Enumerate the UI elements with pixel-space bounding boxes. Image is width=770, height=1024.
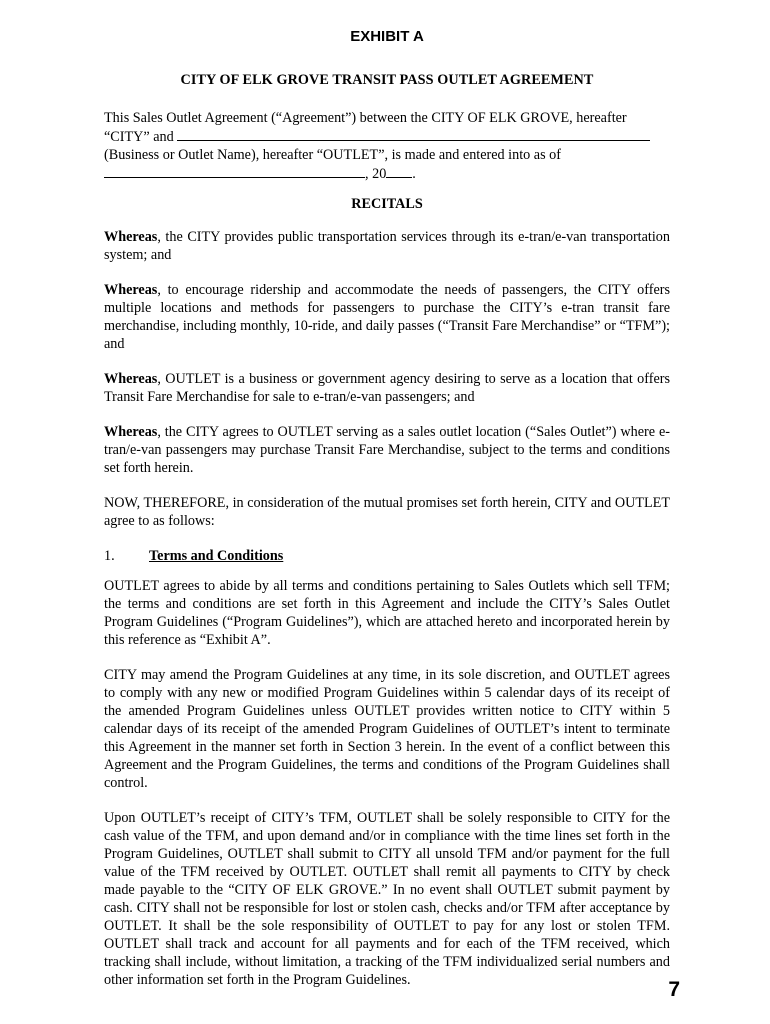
year-blank[interactable]	[386, 164, 412, 178]
recital-lead: Whereas	[104, 371, 158, 387]
year-prefix: , 20	[365, 166, 387, 182]
section-1-heading	[104, 547, 670, 565]
intro-line-3: (Business or Outlet Name), hereafter “OUTLET”, is made and entered into as of	[104, 147, 561, 163]
section-1-paragraph-2: CITY may amend the Program Guidelines at any time, in its sole discretion, and OUTLET agrees to comply with any new or modified Program Guidelines within 5 calendar days of its receipt of the amended Program Guidelines unless OUTLET provides written notice to CITY within 5 calendar days of its receipt of the amended Program Guidelines of OUTLET’s intent to terminate this Agreement in the manner set forth in Section 3 herein. In the event of a conflict between this Agreement and the Program Guidelines, the terms and conditions of the Program Guidelines shall control.	[104, 667, 670, 791]
intro-line-2-text: “CITY” and	[104, 129, 174, 145]
intro-line-2	[104, 127, 670, 146]
intro-paragraph	[104, 109, 670, 183]
document-body	[104, 109, 670, 1006]
recital-text: , the CITY agrees to OUTLET serving as a sales outlet location (“Sales Outlet”) where e-tran/e-van passengers may purchase Transit Fare Merchandise, subject to the terms and conditions set forth herein.	[104, 424, 670, 476]
recital-lead: Whereas	[104, 424, 158, 440]
recital-4	[104, 423, 670, 477]
recital-text: , OUTLET is a business or government agency desiring to serve as a location that offers Transit Fare Merchandise for sale to e-tran/e-van passengers; and	[104, 371, 670, 405]
recital-1	[104, 228, 670, 264]
intro-line-4-end: .	[412, 166, 416, 182]
section-number: 1.	[104, 548, 115, 564]
page-number: 7	[668, 978, 680, 1001]
recital-text: , to encourage ridership and accommodate the needs of passengers, the CITY offers multiple locations and methods for passengers to purchase the CITY’s e-tran transit fare merchandise, including monthly, 10-ride, and daily passes (“Transit Fare Merchandise” or “TFM”); and	[104, 282, 670, 352]
recital-3	[104, 370, 670, 406]
recitals-heading: RECITALS	[351, 196, 423, 212]
section-title: Terms and Conditions	[149, 548, 284, 564]
recital-2	[104, 281, 670, 353]
section-1-paragraph-3: Upon OUTLET’s receipt of CITY’s TFM, OUTLET shall be solely responsible to CITY for the cash value of the TFM, and upon demand and/or in compliance with the time lines set forth in the Program Guidelines, OUTLET shall submit to CITY all unsold TFM and/or payment for the full value of the TFM received by OUTLET. OUTLET shall remit all payments to CITY by check made payable to the “CITY OF ELK GROVE.” In no event shall OUTLET submit payment by cash. CITY shall not be responsible for lost or stolen cash, checks and/or TFM after acceptance by OUTLET. It shall be the sole responsibility of OUTLET to pay for any lost or stolen TFM. OUTLET shall track and account for all payments and for each of the TFM received, which tracking shall include, without limitation, a tracking of the TFM individualized serial numbers and other information set forth in the Program Guidelines.	[104, 810, 670, 988]
recital-lead: Whereas	[104, 229, 158, 245]
intro-line-1: This Sales Outlet Agreement (“Agreement”) between the CITY OF ELK GROVE, hereafter	[104, 110, 627, 126]
intro-line-4	[104, 164, 670, 183]
section-1-paragraph-1: OUTLET agrees to abide by all terms and conditions pertaining to Sales Outlets which sell TFM; the terms and conditions are set forth in this Agreement and include the CITY’s Sales Outlet Program Guidelines (“Program Guidelines”), which are attached hereto and incorporated herein by this reference as “Exhibit A”.	[104, 578, 670, 648]
agreement-title: CITY OF ELK GROVE TRANSIT PASS OUTLET AGREEMENT	[180, 72, 594, 88]
recital-lead: Whereas	[104, 282, 158, 298]
now-therefore-paragraph: NOW, THEREFORE, in consideration of the mutual promises set forth herein, CITY and OUTLET agree to as follows:	[104, 495, 670, 529]
outlet-name-blank[interactable]	[177, 127, 650, 141]
date-blank[interactable]	[104, 164, 365, 178]
recital-text: , the CITY provides public transportation services through its e-tran/e-van transportation system; and	[104, 229, 670, 263]
exhibit-label: EXHIBIT A	[350, 28, 424, 45]
